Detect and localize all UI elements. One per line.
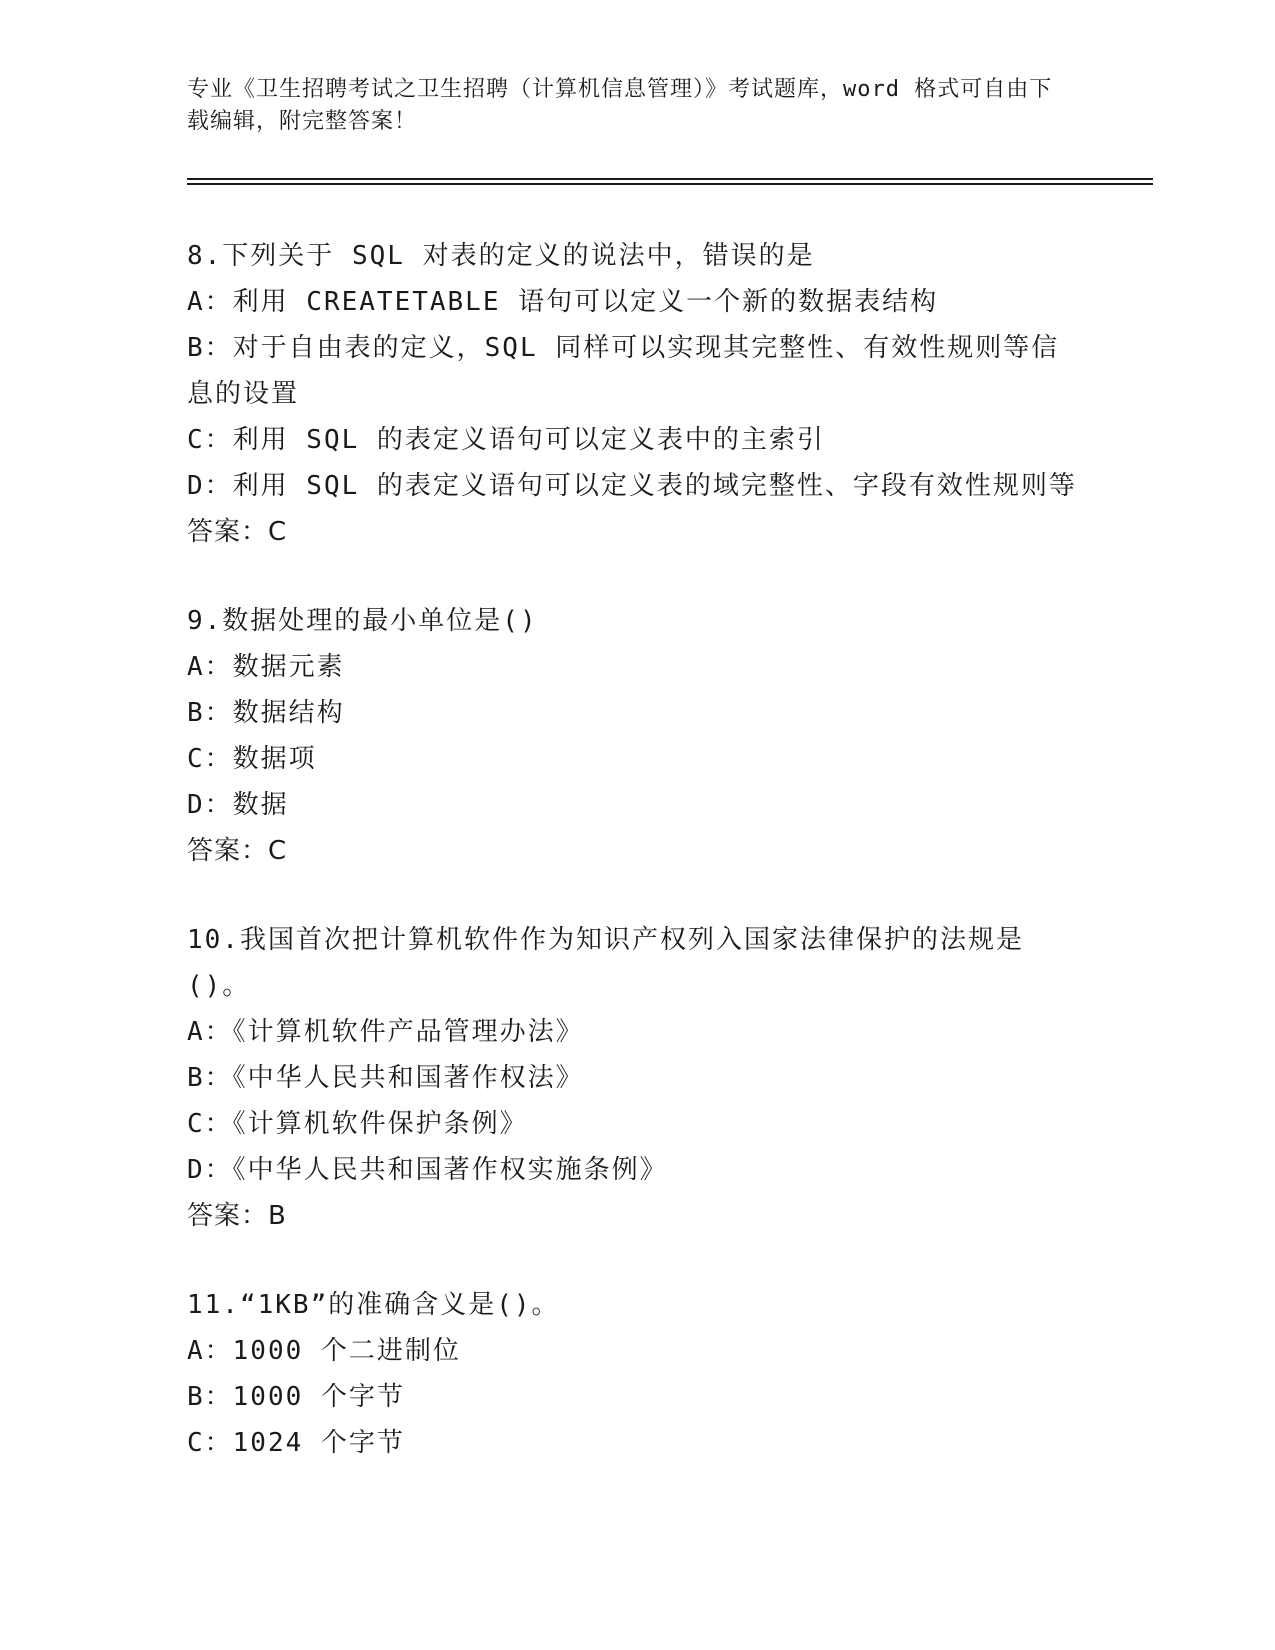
question-stem: 9.数据处理的最小单位是() bbox=[187, 606, 538, 636]
answer: 答案：C bbox=[187, 836, 288, 866]
question-11 bbox=[187, 1282, 1087, 1466]
option-b: B：《中华人民共和国著作权法》 bbox=[187, 1063, 584, 1093]
option-b: B：数据结构 bbox=[187, 698, 345, 728]
option-b: B：1000 个字节 bbox=[187, 1382, 405, 1412]
option-c: C：《计算机软件保护条例》 bbox=[187, 1109, 528, 1139]
question-stem: 10.我国首次把计算机软件作为知识产权列入国家法律保护的法规是()。 bbox=[187, 925, 1024, 1001]
option-a: A：《计算机软件产品管理办法》 bbox=[187, 1017, 584, 1047]
option-c: C：利用 SQL 的表定义语句可以定义表中的主索引 bbox=[187, 425, 825, 455]
option-c: C：1024 个字节 bbox=[187, 1428, 405, 1458]
option-a: A：1000 个二进制位 bbox=[187, 1336, 461, 1366]
question-9 bbox=[187, 598, 1087, 874]
question-8 bbox=[187, 233, 1087, 555]
document-header: 专业《卫生招聘考试之卫生招聘（计算机信息管理）》考试题库，word 格式可自由下载编辑，附完整答案！ bbox=[187, 77, 1053, 134]
answer: 答案：B bbox=[187, 1201, 287, 1231]
option-d: D：《中华人民共和国著作权实施条例》 bbox=[187, 1155, 668, 1185]
question-10 bbox=[187, 917, 1087, 1239]
header-divider-bottom bbox=[187, 183, 1153, 185]
question-stem: 11.“1KB”的准确含义是()。 bbox=[187, 1290, 560, 1320]
option-b: B：对于自由表的定义，SQL 同样可以实现其完整性、有效性规则等信息的设置 bbox=[187, 333, 1060, 409]
option-c: C：数据项 bbox=[187, 744, 317, 774]
question-stem: 8.下列关于 SQL 对表的定义的说法中，错误的是 bbox=[187, 241, 815, 271]
option-d: D：利用 SQL 的表定义语句可以定义表的域完整性、字段有效性规则等 bbox=[187, 471, 1077, 501]
option-a: A：利用 CREATETABLE 语句可以定义一个新的数据表结构 bbox=[187, 287, 939, 317]
option-a: A：数据元素 bbox=[187, 652, 345, 682]
header-divider-top bbox=[187, 178, 1153, 180]
option-d: D：数据 bbox=[187, 790, 289, 820]
answer: 答案：C bbox=[187, 517, 288, 547]
